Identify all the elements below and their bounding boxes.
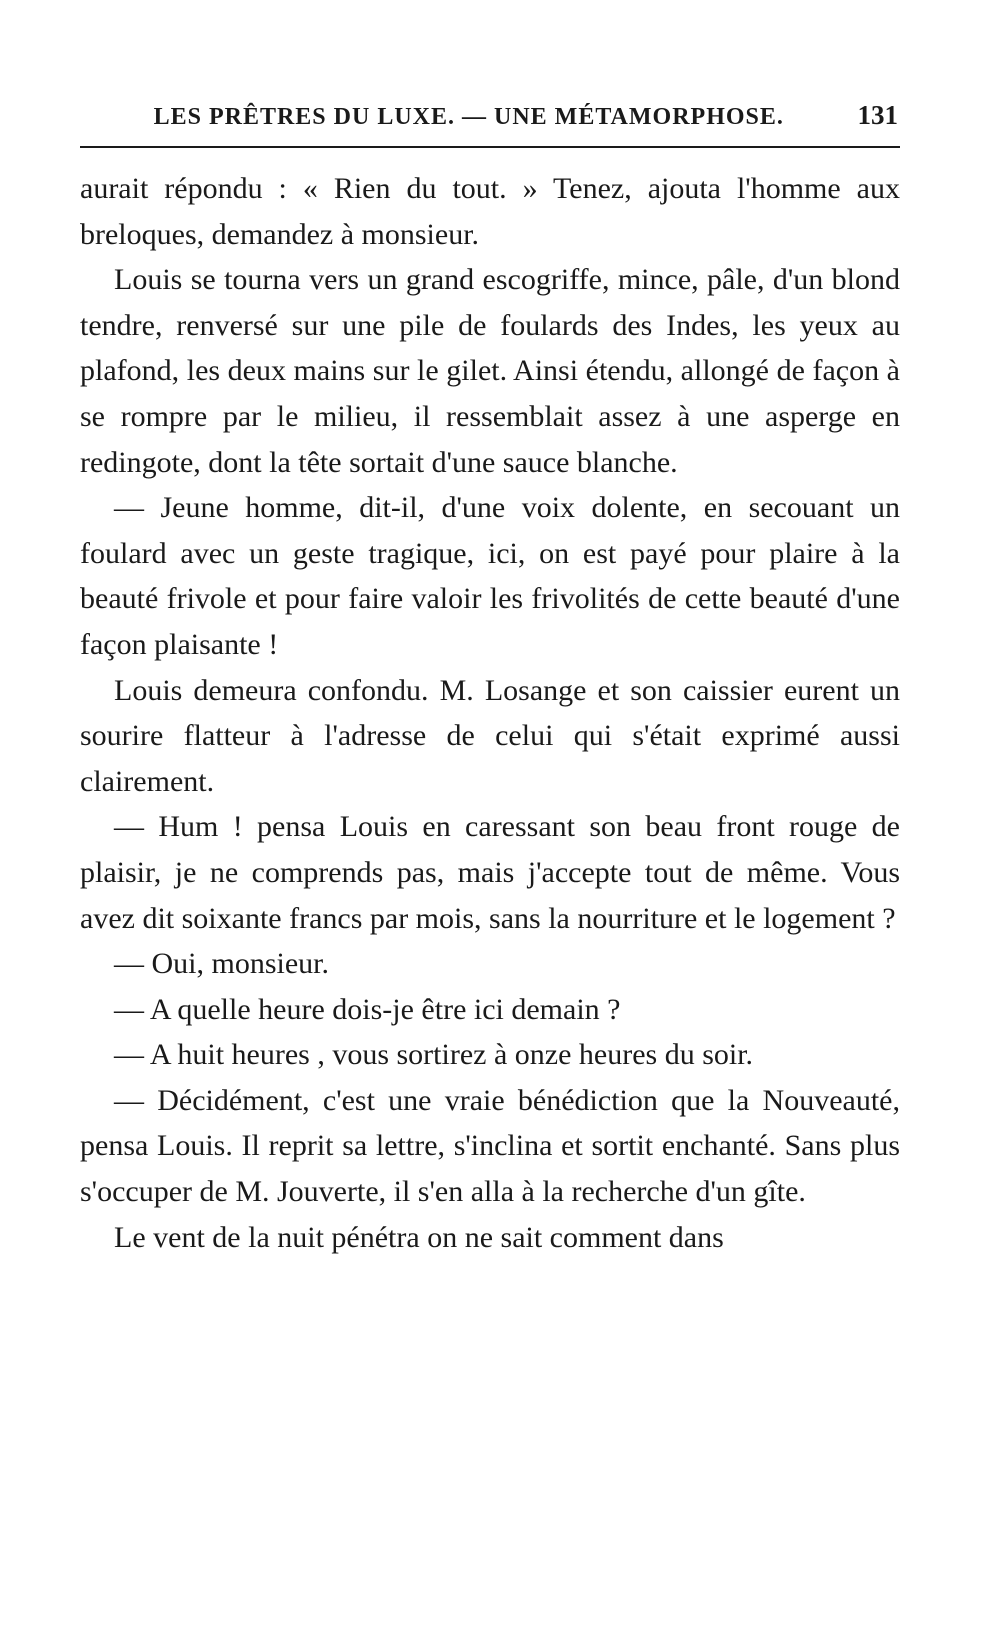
paragraph: Le vent de la nuit pénétra on ne sait comment dans <box>114 1220 724 1254</box>
paragraph: — Décidément, c'est une vraie bénédiction que la Nouveauté, pensa Louis. Il reprit sa lettre, s'inclina et sortit enchanté. Sans plus s'occuper de M. Jouverte, il s'en alla à la recherche d'un gîte. <box>80 1083 900 1209</box>
paragraph: Louis se tourna vers un grand escogriffe, mince, pâle, d'un blond tendre, renversé sur une pile de foulards des Indes, les yeux au plafond, les deux mains sur le gilet. Ainsi étendu, allongé de façon à se rompre par le milieu, il ressemblait assez à une asperge en redingote, dont la tête sortait d'une sauce blanche. <box>80 263 900 479</box>
header-rule <box>80 146 900 148</box>
paragraph: — Jeune homme, dit-il, d'une voix dolente, en secouant un foulard avec un geste tragique, ici, on est payé pour plaire à la beauté frivole et pour faire valoir les frivolités de cette beauté d'une façon plaisante ! <box>80 491 900 661</box>
paragraph: — A huit heures , vous sortirez à onze heures du soir. <box>114 1038 754 1072</box>
paragraph: Louis demeura confondu. M. Losange et son caissier eurent un sourire flatteur à l'adresse de celui qui s'était exprimé aussi clairement. <box>80 673 900 798</box>
paragraph: — Hum ! pensa Louis en caressant son beau front rouge de plaisir, je ne comprends pas, mais j'accepte tout de même. Vous avez dit soixante francs par mois, sans la nourriture et le logement ? <box>80 810 900 935</box>
page-number: 131 <box>857 100 898 130</box>
paragraph: — A quelle heure dois-je être ici demain ? <box>114 992 621 1026</box>
paragraph: — Oui, monsieur. <box>114 947 329 981</box>
running-title: LES PRÊTRES DU LUXE. — UNE MÉTAMORPHOSE. <box>153 104 784 130</box>
paragraph: aurait répondu : « Rien du tout. » Tenez, ajouta l'homme aux breloques, demandez à monsieur. <box>80 172 900 251</box>
page-header <box>80 100 900 131</box>
page-body <box>80 166 900 1260</box>
